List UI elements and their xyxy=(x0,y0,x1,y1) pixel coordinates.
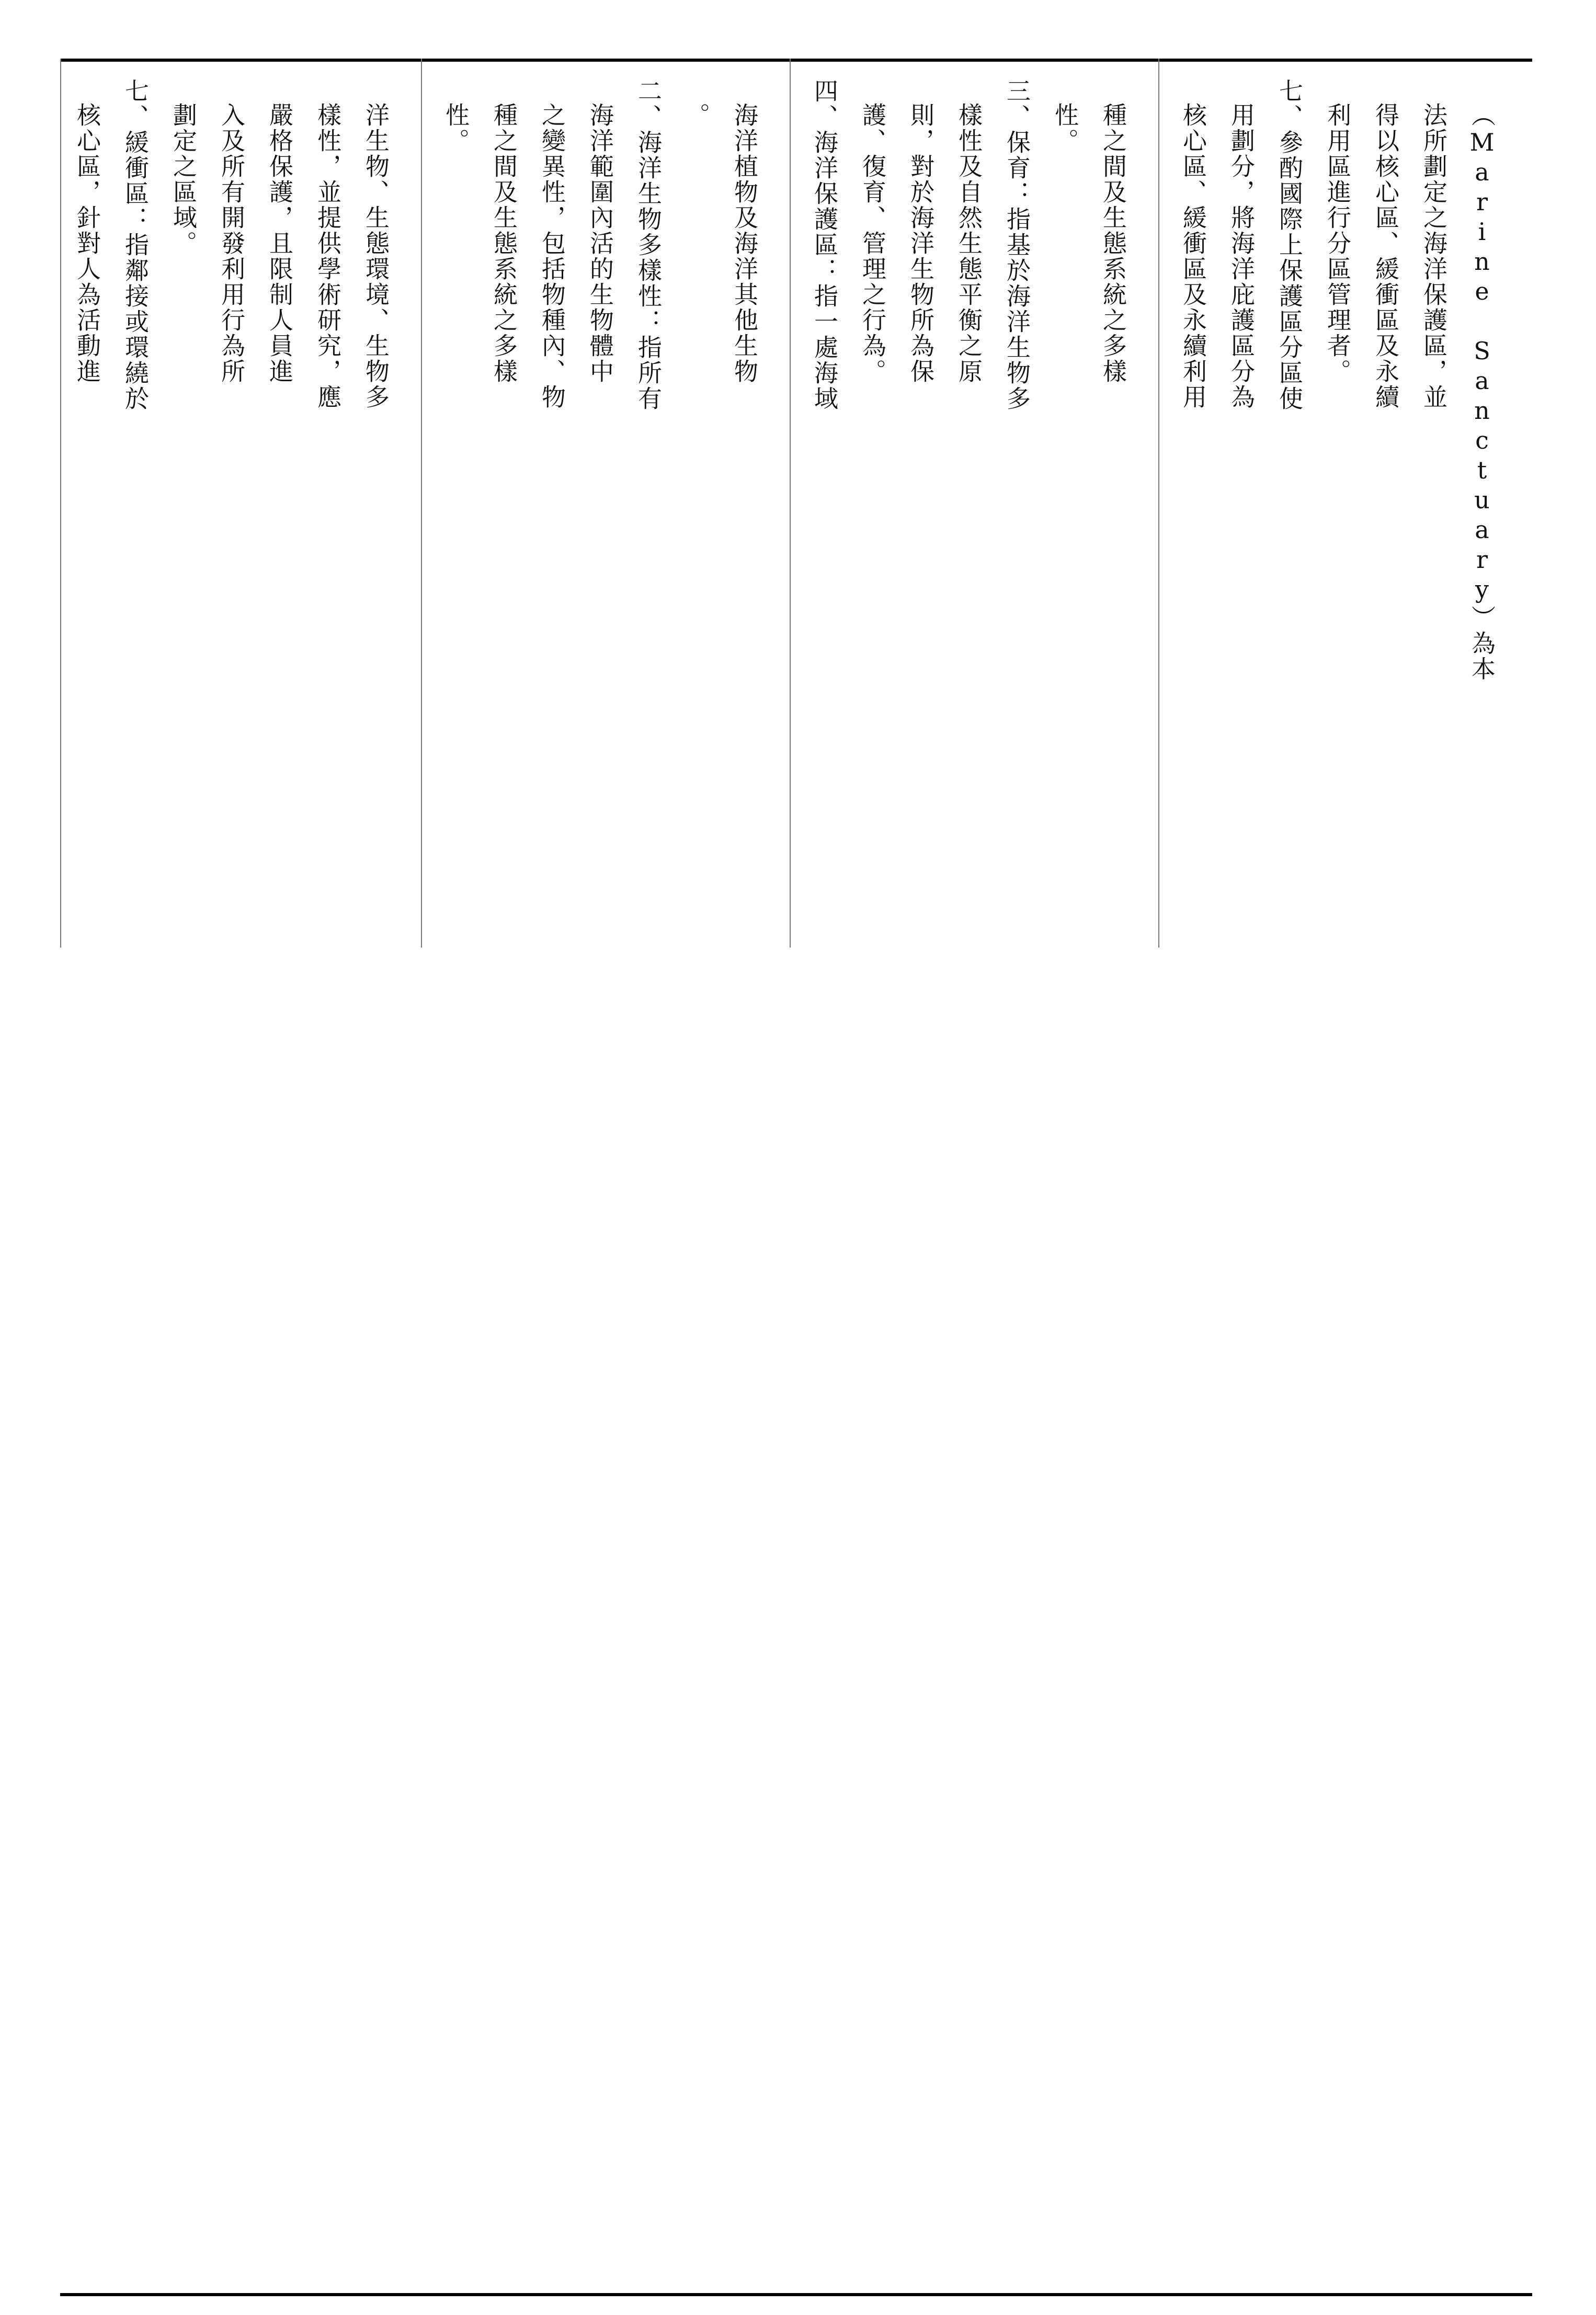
text-line: 四、海洋保護區：指一處海域 xyxy=(811,78,839,412)
text-line: 種之間及生態系統之多樣 xyxy=(1099,102,1127,384)
text-line: 海洋範圍內活的生物體中 xyxy=(586,102,614,384)
text-column-2 xyxy=(803,78,1137,2252)
text-line: 樣性及自然生態平衡之原 xyxy=(955,102,983,384)
text-line: 得以核心區、緩衝區及永續 xyxy=(1372,102,1400,410)
text-line: 。 xyxy=(682,102,711,128)
text-line: 性。 xyxy=(442,102,470,154)
text-line: 之變異性，包括物種內、物 xyxy=(538,102,566,410)
bottom-rule xyxy=(60,2293,1532,2296)
text-line: 七、參酌國際上保護區分區使 xyxy=(1275,78,1304,412)
text-line: 二、海洋生物多樣性：指所有 xyxy=(634,78,663,412)
text-line: 用劃分，將海洋庇護區分為 xyxy=(1227,102,1256,410)
column-divider-4 xyxy=(60,59,61,948)
text-line: 嚴格保護，且限制人員進 xyxy=(266,102,294,384)
text-line: 洋生物、生態環境、生物多 xyxy=(362,102,390,410)
text-line: 入及所有開發利用行為所 xyxy=(218,102,246,384)
text-column-3 xyxy=(434,78,769,2252)
text-line: 法所劃定之海洋保護區，並 xyxy=(1420,102,1448,410)
column-divider-3 xyxy=(421,59,422,948)
text-line: （Marine Sanctuary）為本 xyxy=(1468,102,1496,682)
text-line: 護、復育、管理之行為。 xyxy=(859,102,887,384)
text-column-1 xyxy=(1171,78,1506,2252)
text-line: 性。 xyxy=(1051,102,1079,154)
text-line: 樣性，並提供學術研究，應 xyxy=(314,102,342,410)
text-line: 七、緩衝區：指鄰接或環繞於 xyxy=(121,78,150,412)
top-rule xyxy=(60,59,1532,62)
text-line: 核心區、緩衝區及永續利用 xyxy=(1179,102,1207,410)
text-line: 種之間及生態系統之多樣 xyxy=(490,102,518,384)
text-line: 三、保育：指基於海洋生物多 xyxy=(1003,78,1031,412)
text-line: 則，對於海洋生物所為保 xyxy=(907,102,935,384)
text-line: 核心區，針對人為活動進 xyxy=(73,102,101,384)
text-line: 劃定之區域。 xyxy=(169,102,198,256)
column-divider-2 xyxy=(790,59,791,948)
column-divider-1 xyxy=(1158,59,1159,948)
text-line: 海洋植物及海洋其他生物 xyxy=(731,102,759,384)
text-column-4 xyxy=(65,78,400,2252)
text-line: 利用區進行分區管理者。 xyxy=(1324,102,1352,384)
